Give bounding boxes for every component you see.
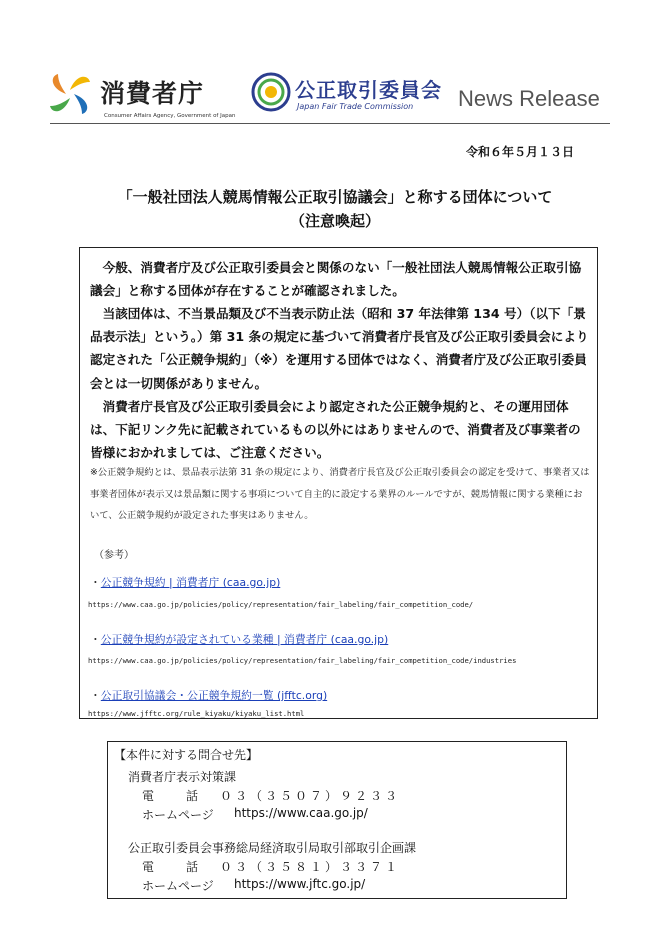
tel-number: ０３（３５８１）３３７１ [220, 860, 401, 874]
news-release-label: News Release [458, 86, 600, 111]
reference-url: https://www.caa.go.jp/policies/policy/representation/fair_labeling/fair_competition_code/industries [88, 656, 517, 665]
caa-logo [46, 70, 236, 130]
jftc-emblem-icon [251, 72, 291, 112]
reference-link-item [90, 688, 327, 703]
reference-link-item [90, 632, 388, 647]
homepage-url: https://www.jftc.go.jp/ [234, 877, 366, 891]
jftc-name: 公正取引委員会 [295, 78, 442, 102]
link-jfftc-list[interactable]: 公正取引協議会・公正競争規約一覧 (jfftc.org) [100, 689, 328, 702]
contact-heading: 【本件に対する問合せ先】 [114, 748, 259, 762]
contact-org-name: 公正取引委員会事務総局経済取引局取引部取引企画課 [128, 841, 417, 855]
bullet: ・ [90, 576, 101, 589]
reference-url: https://www.caa.go.jp/policies/policy/representation/fair_labeling/fair_competition_code/ [88, 600, 474, 609]
reference-link-item [90, 575, 280, 590]
reference-label: （参考） [94, 550, 134, 561]
homepage-label: ホームページ [142, 879, 214, 893]
header-divider [50, 123, 610, 124]
notice-paragraph-1: 今般、消費者庁及び公正取引委員会と関係のない「一般社団法人競馬情報公正取引協議会」と称する団体が存在することが確認されました。 [90, 260, 582, 299]
homepage-label: ホームページ [142, 808, 214, 822]
jftc-logo [251, 70, 461, 130]
notice-box [79, 247, 598, 719]
jftc-subtitle: Japan Fair Trade Commission [297, 102, 414, 111]
bullet: ・ [90, 633, 101, 646]
release-date: 令和６年５月１３日 [466, 145, 575, 159]
caa-subtitle: Consumer Affairs Agency, Government of Japan [104, 113, 236, 119]
tel-number: ０３（３５０７）９２３３ [220, 789, 401, 803]
homepage-url: https://www.caa.go.jp/ [234, 806, 368, 820]
caa-emblem-icon [46, 70, 94, 118]
bullet: ・ [90, 689, 101, 702]
footnote: ※公正競争規約とは、景品表示法第 31 条の規定により、消費者庁長官及び公正取引委員会の認定を受けて、事業者又は事業者団体が表示又は景品類に関する事項について自主的に設定する業界のルールですが、競馬情報に関する業種において、公正競争規約が設定された事実はありません。 [90, 467, 590, 521]
contact-box [107, 741, 567, 899]
contact-org-name: 消費者庁表示対策課 [128, 770, 237, 784]
document-subtitle: （注意喚起） [289, 212, 380, 230]
link-industries[interactable]: 公正競争規約が設定されている業種 | 消費者庁 (caa.go.jp) [100, 633, 389, 646]
tel-label: 電話 [142, 789, 231, 803]
document-title: 「一般社団法人競馬情報公正取引協議会」と称する団体について [117, 188, 553, 206]
link-fair-competition-code[interactable]: 公正競争規約 | 消費者庁 (caa.go.jp) [100, 576, 281, 589]
caa-name: 消費者庁 [100, 79, 205, 108]
notice-paragraph-3: 消費者庁長官及び公正取引委員会により認定された公正競争規約と、その運用団体は、下記リンク先に記載されているもの以外にはありませんので、消費者及び事業者の皆様におかれましては、ご注意ください。 [90, 399, 581, 461]
reference-url: https://www.jfftc.org/rule_kiyaku/kiyaku_list.html [88, 709, 305, 718]
notice-paragraph-2: 当該団体は、不当景品類及び不当表示防止法（昭和 37 年法律第 134 号）（以下「景品表示法」という。）第 31 条の規定に基づいて消費者庁長官及び公正取引委員会により認定された「公正競争規約」（※）を運用する団体ではなく、消費者庁及び公正取引委員会とは一切関係がありません。 [90, 306, 589, 391]
tel-label: 電話 [142, 860, 231, 874]
